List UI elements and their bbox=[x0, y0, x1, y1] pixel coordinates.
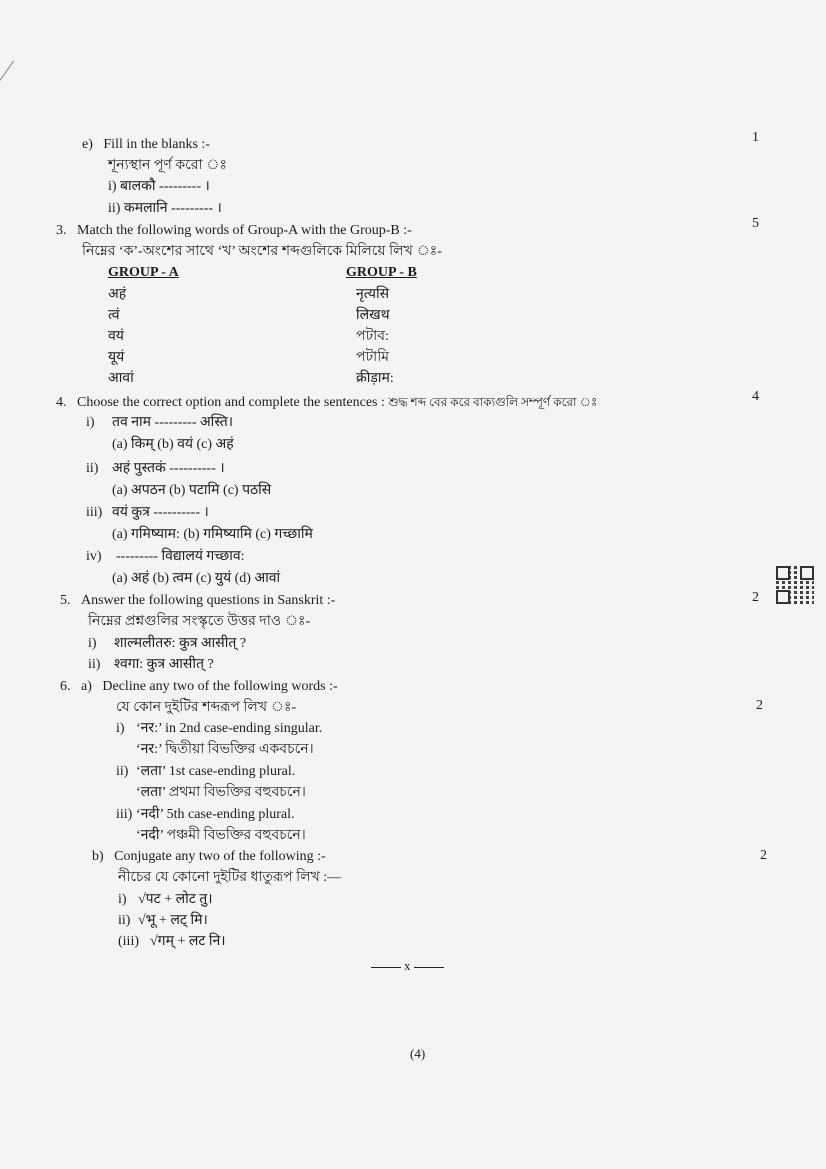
q6-a-item-label: ii) bbox=[116, 764, 129, 779]
group-a-item: आवां bbox=[108, 371, 134, 386]
q4-item-label: iv) bbox=[86, 549, 102, 564]
q4-item-label: i) bbox=[86, 415, 95, 430]
q-e-bengali: শূন্যস্থান পূর্ণ করো ঃ bbox=[108, 158, 227, 173]
q3-title-line bbox=[56, 222, 412, 240]
group-a-item: त्वं bbox=[108, 308, 120, 323]
q4-item-sentence: वयं कुत्र ---------- । bbox=[112, 505, 209, 520]
q5-item-text: शाल्मलीतरु: कुत्र आसीत् ? bbox=[114, 636, 247, 651]
q3-bengali: নিম্নের ‘ক’-অংশের সাথে ‘খ’ অংশের শব্দগুলিকে মিলিয়ে লিখ ঃ- bbox=[82, 244, 442, 259]
q6-b-item-label: (iii) bbox=[118, 934, 139, 949]
group-b-item: क्रीड़ाम: bbox=[356, 371, 394, 386]
qr-code bbox=[776, 566, 814, 604]
q6-b-marks: 2 bbox=[760, 848, 767, 863]
q6-a-item-label: iii) bbox=[116, 807, 133, 822]
group-b-item: পটামি bbox=[356, 350, 389, 365]
q5-number: 5. bbox=[60, 593, 71, 608]
group-b-title: GROUP - B bbox=[346, 265, 417, 280]
q4-title: Choose the correct option and complete the sentences : bbox=[77, 395, 385, 410]
q6-a-item-bn: ‘लता’ প্রথমা বিভক্তির বহুবচনে। bbox=[136, 785, 306, 800]
group-b-item: लिखथ bbox=[356, 308, 390, 323]
q4-title-line bbox=[56, 393, 597, 412]
q6-b-item-text: √पट + लोट तु। bbox=[138, 892, 213, 907]
q6-a-item-en: ‘नदी’ 5th case-ending plural. bbox=[136, 807, 295, 822]
q6-a-item-en: ‘नर:’ in 2nd case-ending singular. bbox=[136, 721, 323, 736]
q4-item-options: (a) गमिष्याम: (b) गमिष्यामि (c) गच्छामि bbox=[112, 527, 313, 542]
q4-item-sentence: अहं पुस्तकं ---------- । bbox=[112, 461, 225, 476]
q6-a-title: Decline any two of the following words :- bbox=[102, 679, 338, 694]
q6-a-bengali: যে কোন দুইটির শব্দরূপ লিখ ঃ- bbox=[116, 700, 297, 715]
q4-item-options: (a) अपठन (b) पटामि (c) पठसि bbox=[112, 483, 272, 498]
q6-b-title: Conjugate any two of the following :- bbox=[114, 849, 326, 864]
q6-a-item-bn: ‘नर:’ দ্বিতীয়া বিভক্তির একবচনে। bbox=[136, 742, 314, 757]
q6-b-bengali: নীচের যে কোনো দুইটির ধাতুরূপ লিখ :— bbox=[118, 870, 342, 885]
q6-b-title-line bbox=[92, 848, 326, 866]
end-mark bbox=[368, 958, 447, 974]
q3-title: Match the following words of Group-A with the Group-B :- bbox=[77, 223, 412, 238]
group-b-item: नृत्यसि bbox=[356, 287, 390, 302]
q5-item-label: ii) bbox=[88, 657, 101, 672]
q4-item-options: (a) किम् (b) वयं (c) अहं bbox=[112, 437, 234, 452]
q3-marks: 5 bbox=[752, 216, 759, 231]
q-e-label: e) bbox=[82, 137, 93, 152]
q5-item-text: श्वगा: कुत्र आसीत् ? bbox=[114, 657, 214, 672]
group-b-item: পটাব: bbox=[356, 329, 389, 344]
q6-a-item-bn: ‘नदी’ পঞ্চমী বিভক্তির বহুবচনে। bbox=[136, 828, 306, 843]
q4-item-options: (a) अहं (b) त्वम (c) युयं (d) आवां bbox=[112, 571, 281, 586]
q5-bengali: নিম্নের প্রশ্নগুলির সংস্কৃতে উত্তর দাও ঃ- bbox=[88, 614, 311, 629]
q6-number: 6. bbox=[60, 679, 71, 694]
q3-number: 3. bbox=[56, 223, 67, 238]
q-e-item-2: ii) कमलानि --------- । bbox=[108, 201, 222, 216]
page-corner-mark bbox=[0, 61, 14, 81]
group-a-item: अहं bbox=[108, 287, 127, 302]
q4-item-sentence: तव नाम --------- अस्ति। bbox=[112, 415, 234, 430]
q-e-title: Fill in the blanks :- bbox=[103, 137, 210, 152]
q5-item-label: i) bbox=[88, 636, 97, 651]
q6-a-marks: 2 bbox=[756, 698, 763, 713]
q4-item-label: ii) bbox=[86, 461, 99, 476]
end-mark-text: x bbox=[404, 958, 411, 973]
group-a-item: यूयं bbox=[108, 350, 125, 365]
page-number: (4) bbox=[410, 1046, 426, 1061]
q6-b-item-label: ii) bbox=[118, 913, 131, 928]
q4-bengali: শুদ্ধ শব্দ বের করে বাক্যগুলি সম্পূর্ণ করো ঃ bbox=[388, 395, 598, 409]
q4-marks: 4 bbox=[752, 389, 759, 404]
q6-a-item-en: ‘लता’ 1st case-ending plural. bbox=[136, 764, 296, 779]
q6-b-item-text: √गम् + लट नि। bbox=[150, 934, 226, 949]
q4-number: 4. bbox=[56, 395, 67, 410]
q4-item-sentence: --------- विद्यालयं गच्छाव: bbox=[116, 549, 245, 564]
q6-a-label: a) bbox=[81, 679, 92, 694]
group-a-title: GROUP - A bbox=[108, 265, 179, 280]
q6-b-item-label: i) bbox=[118, 892, 127, 907]
q-e-marks: 1 bbox=[752, 130, 759, 145]
q-e-item-1: i) बालकौ --------- । bbox=[108, 179, 210, 194]
q6-a-item-label: i) bbox=[116, 721, 125, 736]
q5-title: Answer the following questions in Sanskrit :- bbox=[81, 593, 336, 608]
group-a-item: वयं bbox=[108, 329, 124, 344]
q6-a-title-line bbox=[60, 678, 338, 696]
q5-marks: 2 bbox=[752, 590, 759, 605]
q5-title-line bbox=[60, 592, 335, 610]
q-e-title-line bbox=[82, 136, 210, 154]
q6-b-label: b) bbox=[92, 849, 104, 864]
q4-item-label: iii) bbox=[86, 505, 103, 520]
q6-b-item-text: √भू + लट् मि। bbox=[138, 913, 208, 928]
